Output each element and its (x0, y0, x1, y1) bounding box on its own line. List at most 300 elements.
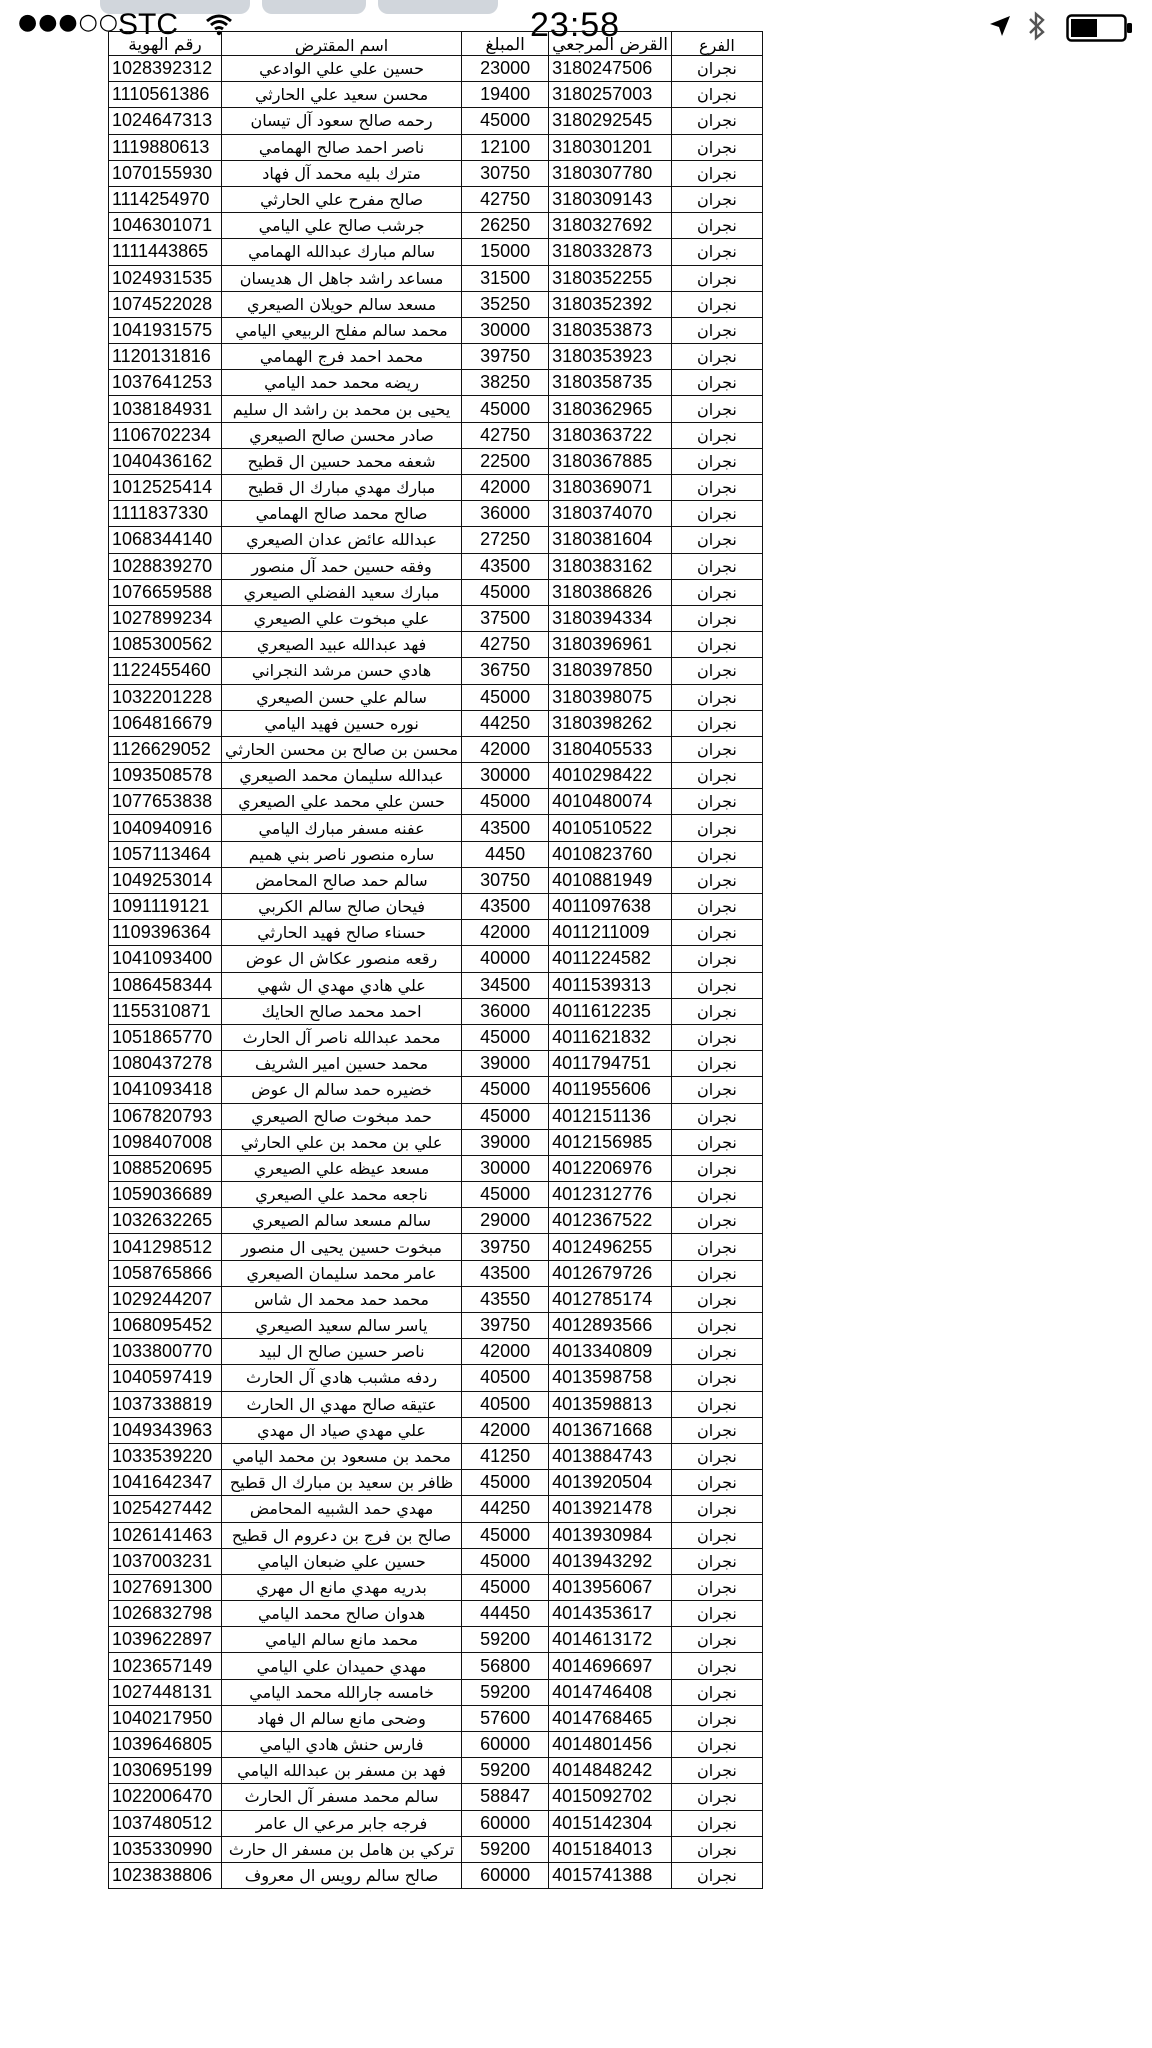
cell-amount: 59200 (462, 1627, 549, 1653)
cell-name: خامسه جارالله محمد اليامي (222, 1679, 462, 1705)
cell-amount: 39750 (462, 344, 549, 370)
cell-amount: 31500 (462, 265, 549, 291)
cell-name: علي مهدي صياد ال مهدي (222, 1417, 462, 1443)
cell-ref: 4013340809 (549, 1339, 672, 1365)
cell-ref: 4012206976 (549, 1155, 672, 1181)
cell-name: محسن سعيد علي الحارثي (222, 82, 462, 108)
cell-ref: 4015142304 (549, 1810, 672, 1836)
table-row (109, 1443, 763, 1469)
cell-ref: 4014353617 (549, 1601, 672, 1627)
cell-ref: 4013930984 (549, 1522, 672, 1548)
cell-ref: 3180386826 (549, 579, 672, 605)
cell-name: ريضه محمد حمد اليامي (222, 370, 462, 396)
cell-id: 1041931575 (109, 317, 222, 343)
table-header-row (109, 32, 763, 56)
cell-name: سالم حمد صالح المحامض (222, 867, 462, 893)
cell-name: عبدالله عائض عدان الصيعري (222, 527, 462, 553)
table-row (109, 317, 763, 343)
cell-id: 1024931535 (109, 265, 222, 291)
tab-strip-edge (262, 0, 366, 14)
cell-name: ياسر سالم سعيد الصيعري (222, 1313, 462, 1339)
cell-branch: نجران (671, 972, 762, 998)
cell-ref: 4014696697 (549, 1653, 672, 1679)
cell-branch: نجران (671, 815, 762, 841)
cell-branch: نجران (671, 501, 762, 527)
cell-branch: نجران (671, 1051, 762, 1077)
cell-branch: نجران (671, 736, 762, 762)
cell-id: 1059036689 (109, 1182, 222, 1208)
cell-id: 1025427442 (109, 1496, 222, 1522)
table-row (109, 1077, 763, 1103)
table-row (109, 894, 763, 920)
cell-amount: 30000 (462, 763, 549, 789)
cell-amount: 27250 (462, 527, 549, 553)
cell-name: محمد حسين امير الشريف (222, 1051, 462, 1077)
cell-amount: 57600 (462, 1705, 549, 1731)
cell-amount: 59200 (462, 1758, 549, 1784)
cell-ref: 3180358735 (549, 370, 672, 396)
cell-ref: 4013943292 (549, 1548, 672, 1574)
cell-ref: 4012156985 (549, 1129, 672, 1155)
cell-id: 1111837330 (109, 501, 222, 527)
cell-name: صالح سالم رويس ال معروف (222, 1862, 462, 1888)
cell-ref: 3180362965 (549, 396, 672, 422)
table-row (109, 213, 763, 239)
table-row (109, 920, 763, 946)
cell-branch: نجران (671, 867, 762, 893)
cell-amount: 43500 (462, 815, 549, 841)
cell-ref: 3180396961 (549, 632, 672, 658)
cell-id: 1041298512 (109, 1234, 222, 1260)
cell-branch: نجران (671, 1653, 762, 1679)
table-row (109, 344, 763, 370)
cell-amount: 30000 (462, 317, 549, 343)
cell-id: 1119880613 (109, 134, 222, 160)
cell-ref: 3180352392 (549, 291, 672, 317)
cell-id: 1126629052 (109, 736, 222, 762)
table-row (109, 1732, 763, 1758)
cell-branch: نجران (671, 213, 762, 239)
cell-id: 1057113464 (109, 841, 222, 867)
cell-branch: نجران (671, 396, 762, 422)
cell-name: فرجه جابر مرعي ال عامر (222, 1810, 462, 1836)
table-row (109, 1234, 763, 1260)
cell-amount: 44250 (462, 710, 549, 736)
table-row (109, 527, 763, 553)
cell-amount: 36750 (462, 658, 549, 684)
cell-ref: 4011794751 (549, 1051, 672, 1077)
cell-amount: 42000 (462, 920, 549, 946)
cell-ref: 3180398262 (549, 710, 672, 736)
cell-name: ردفه مشبب هادي آل الحارث (222, 1365, 462, 1391)
cell-branch: نجران (671, 1339, 762, 1365)
table-row (109, 1548, 763, 1574)
table-row (109, 1339, 763, 1365)
cell-id: 1086458344 (109, 972, 222, 998)
cell-id: 1040436162 (109, 448, 222, 474)
cell-name: بدريه مهدي مانع ال مهري (222, 1574, 462, 1600)
cell-branch: نجران (671, 291, 762, 317)
cell-branch: نجران (671, 920, 762, 946)
table-row (109, 1653, 763, 1679)
cell-ref: 4010510522 (549, 815, 672, 841)
cell-id: 1067820793 (109, 1103, 222, 1129)
tab-strip-edge (378, 0, 498, 14)
cell-branch: نجران (671, 1574, 762, 1600)
cell-amount: 26250 (462, 213, 549, 239)
cell-name: محمد عبدالله ناصر آل الحارث (222, 1024, 462, 1050)
cell-id: 1033800770 (109, 1339, 222, 1365)
cell-amount: 34500 (462, 972, 549, 998)
cell-amount: 45000 (462, 1077, 549, 1103)
cell-branch: نجران (671, 317, 762, 343)
cell-amount: 40500 (462, 1365, 549, 1391)
table-row (109, 1208, 763, 1234)
cell-amount: 12100 (462, 134, 549, 160)
cell-name: صالح محمد صالح الهمامي (222, 501, 462, 527)
cell-name: مهدي حمد الشبيه المحامض (222, 1496, 462, 1522)
table-row (109, 1260, 763, 1286)
table-row (109, 56, 763, 82)
cell-amount: 45000 (462, 1024, 549, 1050)
cell-id: 1155310871 (109, 998, 222, 1024)
cell-amount: 59200 (462, 1836, 549, 1862)
table-row (109, 1627, 763, 1653)
table-row (109, 1391, 763, 1417)
cell-amount: 42000 (462, 475, 549, 501)
cell-branch: نجران (671, 605, 762, 631)
cell-name: حسن علي محمد علي الصيعري (222, 789, 462, 815)
cell-ref: 3180309143 (549, 186, 672, 212)
cell-amount: 45000 (462, 579, 549, 605)
cell-branch: نجران (671, 1129, 762, 1155)
cell-amount: 39750 (462, 1313, 549, 1339)
cell-name: ناجعه محمد علي الصيعري (222, 1182, 462, 1208)
table-row (109, 1286, 763, 1312)
cell-ref: 4014613172 (549, 1627, 672, 1653)
cell-name: فهد عبدالله عبيد الصيعري (222, 632, 462, 658)
cell-ref: 4011955606 (549, 1077, 672, 1103)
cell-ref: 3180363722 (549, 422, 672, 448)
cell-id: 1080437278 (109, 1051, 222, 1077)
cell-name: محمد احمد فرج الهمامي (222, 344, 462, 370)
cell-ref: 3180381604 (549, 527, 672, 553)
cell-ref: 3180367885 (549, 448, 672, 474)
cell-name: علي هادي مهدي ال شهي (222, 972, 462, 998)
loans-table (108, 31, 763, 1889)
cell-amount: 45000 (462, 1548, 549, 1574)
cell-name: يحيى بن محمد بن راشد ال سليم (222, 396, 462, 422)
cell-id: 1037003231 (109, 1548, 222, 1574)
cell-ref: 4015741388 (549, 1862, 672, 1888)
cell-id: 1040940916 (109, 815, 222, 841)
cell-id: 1032632265 (109, 1208, 222, 1234)
cell-amount: 22500 (462, 448, 549, 474)
cell-ref: 4012151136 (549, 1103, 672, 1129)
cell-id: 1027448131 (109, 1679, 222, 1705)
cell-amount: 43500 (462, 553, 549, 579)
cell-branch: نجران (671, 1234, 762, 1260)
cell-branch: نجران (671, 1496, 762, 1522)
cell-branch: نجران (671, 1182, 762, 1208)
cell-branch: نجران (671, 1417, 762, 1443)
cell-name: ساره منصور ناصر بني هميم (222, 841, 462, 867)
cell-branch: نجران (671, 1601, 762, 1627)
table-row (109, 1103, 763, 1129)
cell-ref: 3180332873 (549, 239, 672, 265)
cell-id: 1049253014 (109, 867, 222, 893)
cell-name: رقعه منصور عكاش ال عوض (222, 946, 462, 972)
cell-id: 1041093400 (109, 946, 222, 972)
cell-amount: 44450 (462, 1601, 549, 1627)
cell-ref: 3180292545 (549, 108, 672, 134)
cell-id: 1085300562 (109, 632, 222, 658)
cell-ref: 4014801456 (549, 1732, 672, 1758)
cell-branch: نجران (671, 1548, 762, 1574)
cell-amount: 42000 (462, 1339, 549, 1365)
cell-ref: 4012893566 (549, 1313, 672, 1339)
cell-branch: نجران (671, 579, 762, 605)
cell-branch: نجران (671, 448, 762, 474)
cell-branch: نجران (671, 553, 762, 579)
table-row (109, 186, 763, 212)
cell-name: جرشب صالح علي اليامي (222, 213, 462, 239)
cell-name: خضيره حمد سالم ال عوض (222, 1077, 462, 1103)
cell-branch: نجران (671, 82, 762, 108)
table-row (109, 605, 763, 631)
cell-amount: 45000 (462, 1574, 549, 1600)
cell-name: ظافر بن سعيد بن مبارك ال قطيح (222, 1470, 462, 1496)
cell-branch: نجران (671, 1365, 762, 1391)
cell-amount: 39000 (462, 1129, 549, 1155)
cell-name: صالح بن فرج بن دعروم ال قطيح (222, 1522, 462, 1548)
cell-amount: 42000 (462, 1417, 549, 1443)
cell-branch: نجران (671, 894, 762, 920)
cell-branch: نجران (671, 632, 762, 658)
cell-name: محمد سالم مفلح الربيعي اليامي (222, 317, 462, 343)
cell-amount: 45000 (462, 684, 549, 710)
cell-amount: 45000 (462, 789, 549, 815)
table-row (109, 370, 763, 396)
cell-name: حسناء صالح فهيد الحارثي (222, 920, 462, 946)
cell-id: 1051865770 (109, 1024, 222, 1050)
cell-name: ناصر احمد صالح الهمامي (222, 134, 462, 160)
table-row (109, 1365, 763, 1391)
cell-id: 1030695199 (109, 1758, 222, 1784)
cell-id: 1088520695 (109, 1155, 222, 1181)
table-row (109, 815, 763, 841)
cell-amount: 42000 (462, 736, 549, 762)
cell-amount: 37500 (462, 605, 549, 631)
cell-branch: نجران (671, 1810, 762, 1836)
cell-amount: 30750 (462, 867, 549, 893)
cell-amount: 45000 (462, 1182, 549, 1208)
cell-amount: 42750 (462, 632, 549, 658)
signal-strength: ●●●○○ (18, 10, 119, 35)
cell-ref: 3180369071 (549, 475, 672, 501)
cell-name: علي مبخوت علي الصيعري (222, 605, 462, 631)
cell-name: سالم مبارك عبدالله الهمامي (222, 239, 462, 265)
cell-name: محمد مانع سالم اليامي (222, 1627, 462, 1653)
table-row (109, 972, 763, 998)
table-row (109, 1679, 763, 1705)
cell-ref: 4012496255 (549, 1234, 672, 1260)
table-row (109, 946, 763, 972)
cell-ref: 3180394334 (549, 605, 672, 631)
cell-branch: نجران (671, 527, 762, 553)
cell-amount: 60000 (462, 1810, 549, 1836)
cell-id: 1037338819 (109, 1391, 222, 1417)
table-row (109, 579, 763, 605)
cell-ref: 4011211009 (549, 920, 672, 946)
cell-id: 1110561386 (109, 82, 222, 108)
cell-amount: 40500 (462, 1391, 549, 1417)
cell-ref: 4013920504 (549, 1470, 672, 1496)
cell-branch: نجران (671, 1313, 762, 1339)
cell-name: عفنه مسفر مبارك اليامي (222, 815, 462, 841)
table-row (109, 1705, 763, 1731)
cell-amount: 45000 (462, 396, 549, 422)
cell-branch: نجران (671, 160, 762, 186)
cell-branch: نجران (671, 789, 762, 815)
cell-id: 1070155930 (109, 160, 222, 186)
cell-ref: 3180301201 (549, 134, 672, 160)
cell-name: عبدالله سليمان محمد الصيعري (222, 763, 462, 789)
cell-ref: 4012679726 (549, 1260, 672, 1286)
cell-ref: 3180374070 (549, 501, 672, 527)
table-row (109, 1574, 763, 1600)
table-row (109, 710, 763, 736)
cell-id: 1122455460 (109, 658, 222, 684)
cell-id: 1106702234 (109, 422, 222, 448)
table-row (109, 1496, 763, 1522)
cell-id: 1098407008 (109, 1129, 222, 1155)
cell-name: مبارك سعيد الفضلي الصيعري (222, 579, 462, 605)
cell-ref: 4012785174 (549, 1286, 672, 1312)
cell-branch: نجران (671, 1260, 762, 1286)
cell-name: فارس حنش هادي اليامي (222, 1732, 462, 1758)
cell-id: 1040597419 (109, 1365, 222, 1391)
cell-id: 1064816679 (109, 710, 222, 736)
cell-id: 1027691300 (109, 1574, 222, 1600)
cell-branch: نجران (671, 186, 762, 212)
cell-name: فهد بن مسفر بن عبدالله اليامي (222, 1758, 462, 1784)
cell-branch: نجران (671, 763, 762, 789)
table-row (109, 1417, 763, 1443)
cell-id: 1023657149 (109, 1653, 222, 1679)
cell-name: عتيقه صالح مهدي ال الحارث (222, 1391, 462, 1417)
cell-id: 1109396364 (109, 920, 222, 946)
cell-id: 1040217950 (109, 1705, 222, 1731)
cell-amount: 56800 (462, 1653, 549, 1679)
cell-branch: نجران (671, 370, 762, 396)
cell-name: عامر محمد سليمان الصيعري (222, 1260, 462, 1286)
cell-amount: 43500 (462, 894, 549, 920)
cell-ref: 3180353923 (549, 344, 672, 370)
table-row (109, 239, 763, 265)
cell-branch: نجران (671, 1784, 762, 1810)
table-row (109, 684, 763, 710)
cell-name: مبارك مهدي مبارك ال قطيح (222, 475, 462, 501)
cell-name: صادر محسن صالح الصيعري (222, 422, 462, 448)
cell-id: 1074522028 (109, 291, 222, 317)
cell-amount: 41250 (462, 1443, 549, 1469)
table-row (109, 291, 763, 317)
cell-id: 1068344140 (109, 527, 222, 553)
cell-ref: 4015184013 (549, 1836, 672, 1862)
cell-amount: 30000 (462, 1155, 549, 1181)
table-row (109, 1601, 763, 1627)
table-body (109, 56, 763, 1889)
cell-ref: 4010823760 (549, 841, 672, 867)
cell-name: سالم مسعد سالم الصيعري (222, 1208, 462, 1234)
cell-amount: 43500 (462, 1260, 549, 1286)
table-row (109, 658, 763, 684)
cell-ref: 4013884743 (549, 1443, 672, 1469)
cell-amount: 39000 (462, 1051, 549, 1077)
cell-name: مساعد راشد جاهل ال هديسان (222, 265, 462, 291)
cell-ref: 4012312776 (549, 1182, 672, 1208)
cell-amount: 45000 (462, 108, 549, 134)
cell-ref: 4013598813 (549, 1391, 672, 1417)
table-row (109, 867, 763, 893)
cell-branch: نجران (671, 422, 762, 448)
table-row (109, 448, 763, 474)
cell-branch: نجران (671, 1103, 762, 1129)
cell-branch: نجران (671, 1024, 762, 1050)
cell-id: 1046301071 (109, 213, 222, 239)
cell-amount: 60000 (462, 1732, 549, 1758)
cell-id: 1093508578 (109, 763, 222, 789)
cell-name: محمد بن مسعود بن محمد اليامي (222, 1443, 462, 1469)
cell-name: شعفه محمد حسين ال قطيح (222, 448, 462, 474)
cell-branch: نجران (671, 134, 762, 160)
cell-name: حسين علي علي الوادعي (222, 56, 462, 82)
cell-name: هدوان صالح محمد اليامي (222, 1601, 462, 1627)
table-row (109, 501, 763, 527)
battery-icon (1066, 14, 1134, 46)
cell-name: علي بن محمد بن علي الحارثي (222, 1129, 462, 1155)
table-row (109, 1470, 763, 1496)
cell-ref: 3180307780 (549, 160, 672, 186)
cell-ref: 4013671668 (549, 1417, 672, 1443)
cell-id: 1023838806 (109, 1862, 222, 1888)
cell-name: مهدي حميدان علي اليامي (222, 1653, 462, 1679)
cell-branch: نجران (671, 475, 762, 501)
cell-amount: 44250 (462, 1496, 549, 1522)
cell-id: 1037480512 (109, 1810, 222, 1836)
cell-id: 1039622897 (109, 1627, 222, 1653)
cell-ref: 4011612235 (549, 998, 672, 1024)
cell-name: وفقه حسين حمد آل منصور (222, 553, 462, 579)
table-row (109, 1836, 763, 1862)
cell-ref: 4010298422 (549, 763, 672, 789)
clock: 23:58 (530, 6, 621, 44)
table-row (109, 1182, 763, 1208)
cell-branch: نجران (671, 1732, 762, 1758)
cell-id: 1038184931 (109, 396, 222, 422)
table-row (109, 422, 763, 448)
cell-id: 1111443865 (109, 239, 222, 265)
cell-branch: نجران (671, 1836, 762, 1862)
cell-id: 1091119121 (109, 894, 222, 920)
cell-name: حسين علي ضبعان اليامي (222, 1548, 462, 1574)
cell-name: مسعد سالم حويلان الصيعري (222, 291, 462, 317)
header-name: اسم المقترض (222, 32, 462, 56)
cell-branch: نجران (671, 108, 762, 134)
cell-id: 1028392312 (109, 56, 222, 82)
cell-ref: 4015092702 (549, 1784, 672, 1810)
